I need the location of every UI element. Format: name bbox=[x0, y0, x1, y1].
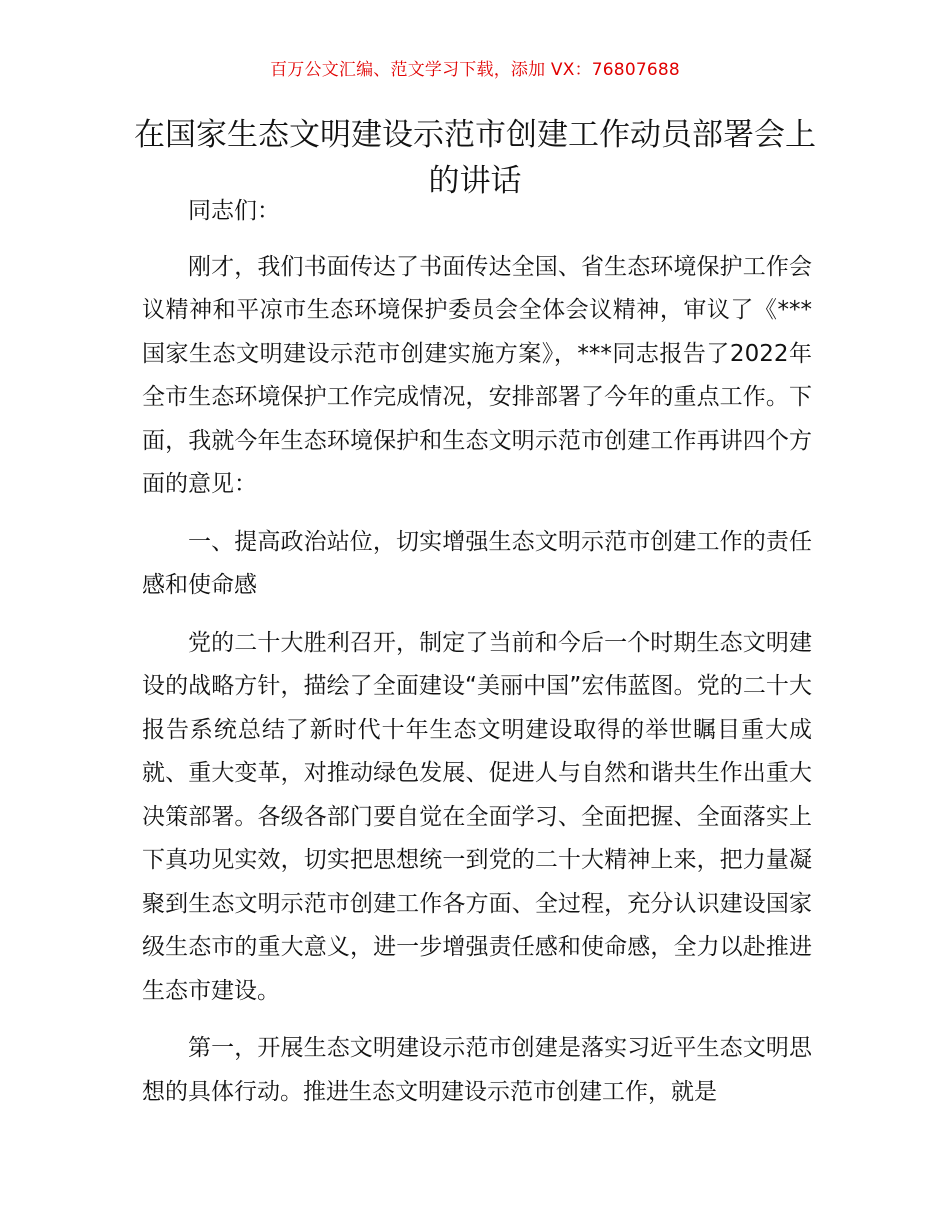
paragraph-section-one: 党的二十大胜利召开，制定了当前和今后一个时期生态文明建设的战略方针，描绘了全面建设“美丽中国”宏伟蓝图。党的二十大报告系统总结了新时代十年生态文明建设取得的举世瞩目重大成就、重大变革，对推动绿色发展、促进人与自然和谐共生作出重大决策部署。各级各部门要自觉在全面学习、全面把握、全面落实上下真功见实效，切实把思想统一到党的二十大精神上来，把力量凝聚到生态文明示范市创建工作各方面、全过程，充分认识建设国家级生态市的重大意义，进一步增强责任感和使命感，全力以赴推进生态市建设。 bbox=[142, 629, 812, 1004]
paragraph-intro: 刚才，我们书面传达了书面传达全国、省生态环境保护工作会议精神和平凉市生态环境保护委员会全体会议精神，审议了《***国家生态文明建设示范市创建实施方案》，***同志报告了2022年全市生态环境保护工作完成情况，安排部署了今年的重点工作。下面，我就今年生态环境保护和生态文明示范市创建工作再讲四个方面的意见： bbox=[142, 253, 812, 497]
section-heading-one: 一、提高政治站位，切实增强生态文明示范市创建工作的责任感和使命感 bbox=[142, 528, 812, 598]
paragraph-point-one: 第一，开展生态文明建设示范市创建是落实习近平生态文明思想的具体行动。推进生态文明建设示范市创建工作，就是 bbox=[142, 1035, 812, 1105]
header-download-note: 百万公文汇编、范文学习下载，添加 VX：76807688 bbox=[270, 60, 680, 80]
document-title: 在国家生态文明建设示范市创建工作动员部署会上的讲话 bbox=[134, 117, 816, 199]
salutation: 同志们： bbox=[188, 198, 280, 224]
document-body bbox=[142, 190, 812, 1128]
